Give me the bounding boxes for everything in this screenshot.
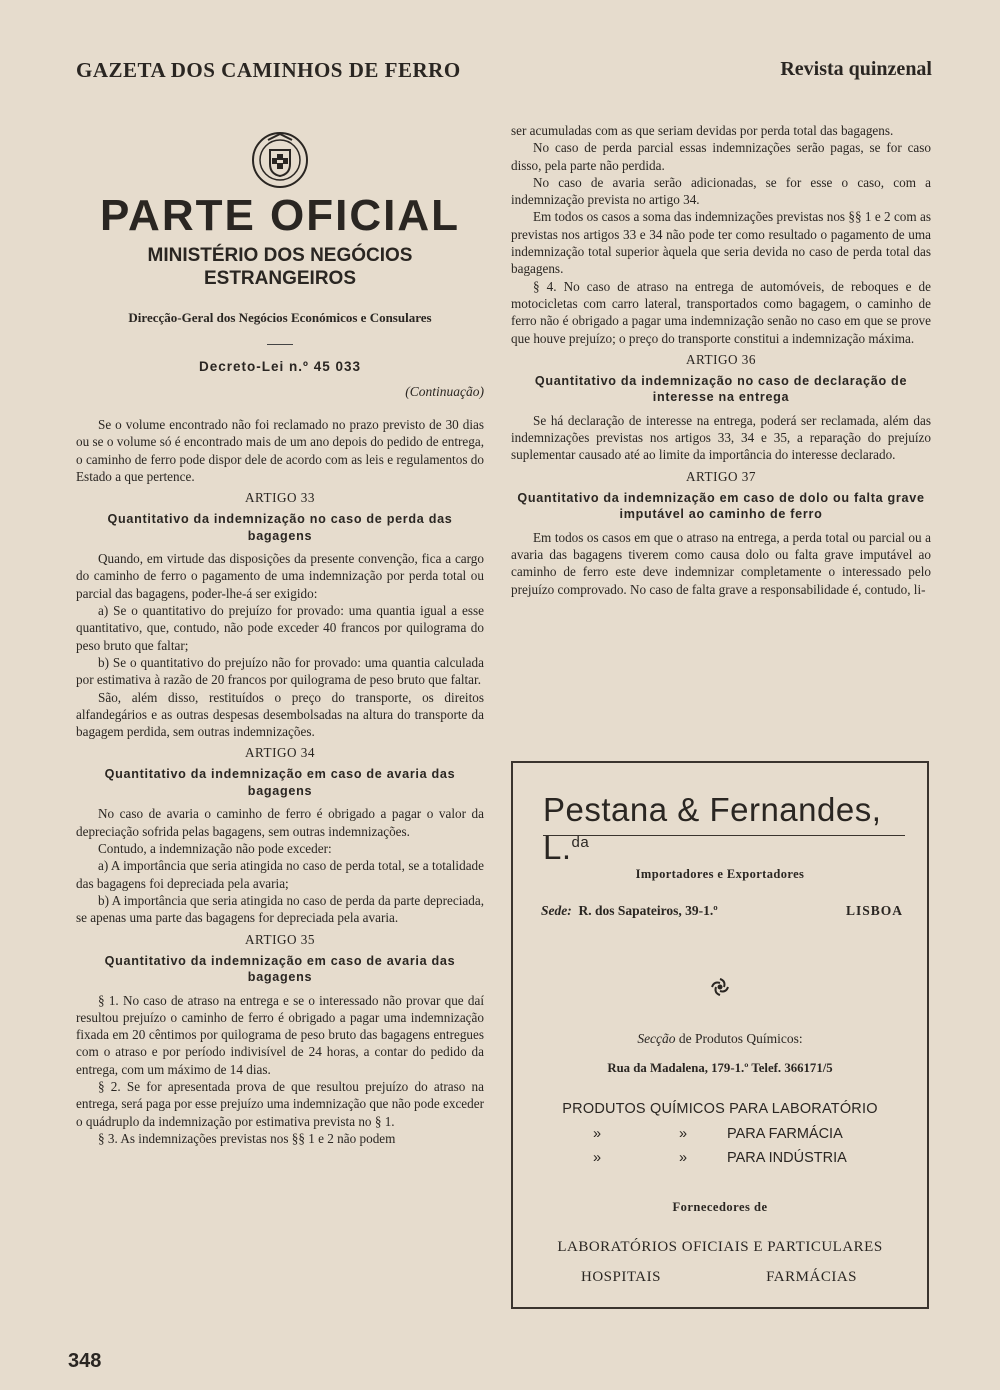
article-heading: Quantitativo da indemnização no caso de declaração de interesse na entrega: [534, 373, 908, 405]
paragraph: § 1. No caso de atraso na entrega e se o interessado não provar que daí resultou prejuízo o caminho de ferro é obrigado a pagar uma indemnização fixada em 20 cêntimos por quilograma de peso bruto das bagagens entregues com o atraso e por período indivisível de 24 horas, a contar do pedido da entrega, com um máximo de 14 dias.: [76, 992, 484, 1077]
paragraph: Quando, em virtude das disposições da presente convenção, fica a cargo do caminho de ferro o pagamento de uma indemnização por perda total ou parcial das bagagens, poder-lhe-á ser exigido:: [76, 551, 484, 601]
article-heading: Quantitativo da indemnização em caso de dolo ou falta grave imputável ao caminho de ferro: [517, 490, 925, 522]
advertisement-box: [511, 761, 929, 1309]
article-label: ARTIGO 33: [244, 490, 315, 506]
ministry-name: [76, 244, 484, 290]
ditto-mark: »: [679, 1150, 688, 1166]
paragraph: ser acumuladas com as que seriam devidas por perda total das bagagens.: [511, 123, 894, 138]
paragraph: a) Se o quantitativo do prejuízo for provado: uma quantia igual a esse quantitativo, que, contudo, não pode exceder 40 francos por quilograma do peso bruto que faltar;: [76, 603, 484, 653]
ad-company-suffix: da: [571, 834, 590, 851]
ad-divider: [543, 835, 905, 836]
ad-headquarters: [541, 903, 903, 919]
left-column: [76, 120, 484, 1147]
paragraph: b) A importância que seria atingida no caso de perda da parte depreciada, se apenas uma parte das bagagens for depreciada pela avaria.: [76, 892, 484, 926]
journal-frequency: Revista quinzenal: [780, 58, 932, 80]
ad-sede-label: Sede:: [541, 903, 572, 918]
page-header: [76, 58, 932, 92]
ditto-mark: »: [679, 1126, 688, 1142]
paragraph: § 4. No caso de atraso na entrega de automóveis, de reboques e de motocicletas com carro lateral, transportados como bagagem, o caminho de ferro não é obrigado a pagar uma indemnização senão no caso em que se prove que houve prejuízo; o preço do transporte constitui a indemnização máxima.: [511, 278, 931, 346]
section-title: PARTE OFICIAL: [99, 191, 461, 240]
swirl-ornament-icon: [710, 977, 730, 997]
ad-address: R. dos Sapateiros, 39-1.º: [578, 903, 718, 918]
paragraph: § 2. Se for apresentada prova de que resultou prejuízo do atraso na entrega, será paga por esse prejuízo uma indemnização que não pode exceder o quádruplo da indemnização por estimativa prevista no § 1.: [76, 1079, 484, 1129]
paragraph: a) A importância que seria atingida no caso de perda total, se a totalidade das bagagens foi depreciada pela avaria;: [76, 858, 484, 891]
paragraph: Em todos os casos em que o atraso na entrega, a perda total ou parcial ou a avaria das bagagens tiverem como causa dolo ou falta grave imputável ao caminho de ferro este deve indemnizar completamente o interessado pelo prejuízo comprovado. No caso de falta grave a responsabilidade é, contudo, li-: [511, 529, 931, 597]
paragraph: No caso de avaria o caminho de ferro é obrigado a pagar o valor da depreciação sofrida pelas bagagens, sem outras indemnizações.: [76, 806, 484, 839]
article-label: ARTIGO 36: [685, 351, 756, 367]
ad-product-industry: PARA INDÚSTRIA: [727, 1150, 847, 1166]
article-heading: Quantitativo da indemnização no caso de perda das bagagens: [107, 512, 453, 543]
ad-company-name: Pestana & Fernandes, L.$^{da}$: [543, 791, 882, 866]
direction-name: Direcção-Geral dos Negócios Económicos e Consulares: [128, 310, 432, 325]
journal-title: GAZETA DOS CAMINHOS DE FERRO: [76, 58, 461, 82]
ad-section-label: Secção: [637, 1031, 676, 1046]
article-heading: Quantitativo da indemnização em caso de avaria das bagagens: [104, 953, 456, 985]
ministry-line-2: ESTRANGEIROS: [203, 268, 357, 289]
paragraph: Se o volume encontrado não foi reclamado no prazo previsto de 30 dias ou se o volume só é encontrado mais de um ano depois do pedido de entrega, o caminho de ferro pode dispor dele de acordo com as leis e regulamentos do Estado a que pertence.: [76, 417, 484, 484]
decree-number: Decreto-Lei n.º 45 033: [199, 359, 361, 374]
article-label: ARTIGO 34: [244, 745, 315, 761]
paragraph: Contudo, a indemnização não pode exceder:: [98, 841, 332, 857]
ad-product-pharmacy: PARA FARMÁCIA: [727, 1126, 843, 1142]
paragraph: b) Se o quantitativo do prejuízo não for provado: uma quantia calculada por estimativa à razão de 20 francos por quilograma de peso bruto que faltar.: [76, 654, 484, 688]
page-number: 348: [68, 1350, 102, 1372]
ministry-line-1: MINISTÉRIO DOS NEGÓCIOS: [147, 245, 413, 266]
paragraph: São, além disso, restituídos o preço do transporte, os direitos alfandegários e as outras despesas desembolsadas na altura do transporte da bagagem perdida, sem outras indemnizações.: [76, 689, 484, 740]
ad-section-rest: de Produtos Químicos:: [678, 1031, 803, 1046]
ad-city: LISBOA: [845, 903, 903, 918]
ad-products-main: PRODUTOS QUÍMICOS PARA LABORATÓRIO: [562, 1101, 878, 1117]
ad-subtitle: Importadores e Exportadores: [635, 867, 805, 881]
ad-laboratories: LABORATÓRIOS OFICIAIS E PARTICULARES: [557, 1239, 883, 1255]
divider: [267, 344, 293, 345]
ad-street-address: Rua da Madalena, 179-1.º Telef. 366171/5: [607, 1061, 833, 1075]
article-heading: Quantitativo da indemnização em caso de avaria das bagagens: [104, 767, 456, 798]
article-label: ARTIGO 35: [244, 931, 315, 947]
ad-pharmacies: FARMÁCIAS: [766, 1269, 857, 1285]
ad-section: [513, 1031, 927, 1047]
ad-suppliers-label: Fornecedores de: [672, 1200, 768, 1214]
paragraph: Em todos os casos a soma das indemnizações previstas nos §§ 1 e 2 com as previstas nos artigos 33 e 34 não pode ter como resultado o pagamento de uma indemnização total superior àquela que seria devida no caso de perda total das bagagens.: [511, 209, 931, 277]
paragraph: § 3. As indemnizações previstas nos §§ 1 e 2 não podem: [98, 1130, 396, 1146]
ditto-mark: »: [593, 1126, 602, 1142]
paragraph: No caso de perda parcial essas indemnizações serão pagas, se for caso disso, pela parte não perdida.: [511, 140, 931, 173]
coat-of-arms-icon: [250, 130, 310, 190]
ad-hospitals: HOSPITAIS: [581, 1269, 661, 1285]
article-label: ARTIGO 37: [685, 468, 756, 484]
continuation-note: (Continuação): [405, 384, 484, 399]
right-column: [511, 122, 931, 598]
paragraph: Se há declaração de interesse na entrega, poderá ser reclamada, além das indemnizações previstas nos artigos 33, 34 e 35, a reparação do prejuízo suplementar causado até ao limite da importância do interesse declarado.: [511, 412, 931, 463]
paragraph: No caso de avaria serão adicionadas, se for esse o caso, com a indemnização prevista no artigo 34.: [511, 174, 931, 208]
ditto-mark: »: [593, 1150, 602, 1166]
